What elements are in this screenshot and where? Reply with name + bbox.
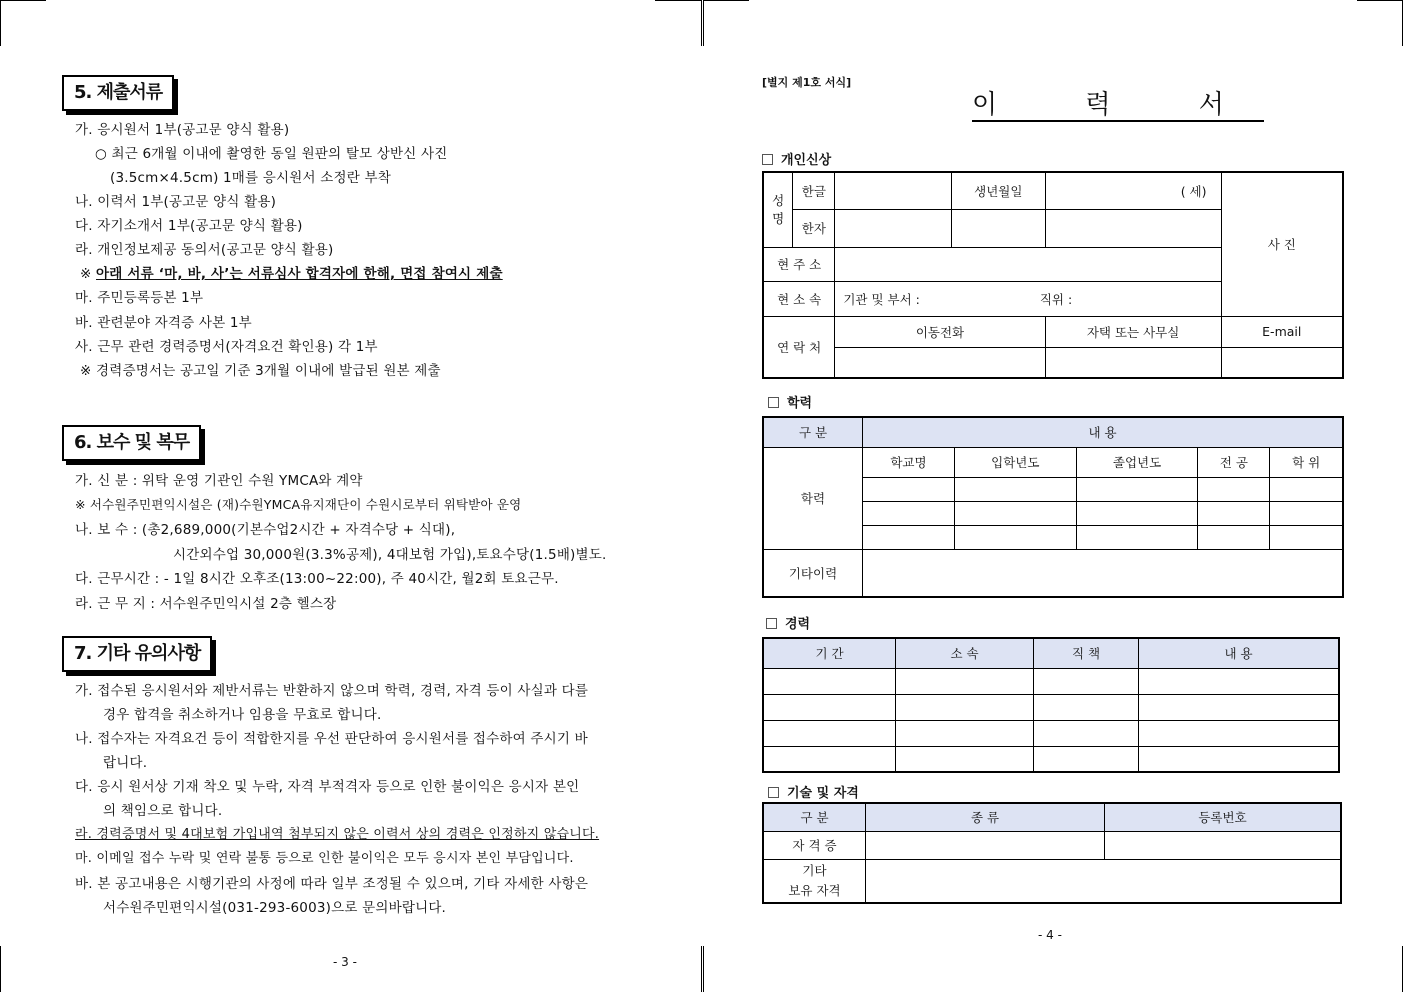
- text-line: 랍니다.: [103, 755, 148, 771]
- page-number: - 3 -: [333, 955, 357, 969]
- crop-mark: [703, 0, 704, 46]
- text-line: 서수원주민편익시설(031-293-6003)으로 문의바랍니다.: [103, 900, 447, 916]
- note-prefix: ※: [80, 266, 92, 282]
- edu-cell[interactable]: [1198, 501, 1270, 525]
- crop-mark: [1357, 0, 1403, 1]
- other-history-label: 기타이력: [763, 549, 863, 597]
- text-line: ※ 서수원주민편익시설은 (재)수원YMCA유지재단이 수원시로부터 위탁받아 운영: [75, 497, 522, 512]
- text-line: 가. 접수된 응시원서와 제반서류는 반환하지 않으며 학력, 경력, 자격 등이 사실과 다를: [75, 683, 589, 699]
- home-field[interactable]: [1045, 347, 1221, 378]
- edu-subcol: 입학년도: [954, 447, 1076, 477]
- edu-cell[interactable]: [1270, 525, 1343, 549]
- career-cell[interactable]: [896, 720, 1034, 746]
- name-label-cell: 성명: [763, 172, 793, 247]
- career-cell[interactable]: [896, 668, 1034, 694]
- blank-cell[interactable]: [951, 209, 1045, 247]
- checkbox-icon: [768, 787, 779, 798]
- career-cell[interactable]: [763, 668, 896, 694]
- address-label: 현 주 소: [763, 247, 835, 281]
- skills-col: 등록번호: [1105, 803, 1342, 831]
- birth-field[interactable]: ( 세): [1045, 172, 1221, 209]
- email-field[interactable]: [1221, 347, 1343, 378]
- text-line: 의 책임으로 합니다.: [103, 803, 223, 819]
- affiliation-label: 현 소 속: [763, 281, 835, 316]
- edu-subcol: 전 공: [1198, 447, 1270, 477]
- crop-mark: [703, 0, 749, 1]
- career-cell[interactable]: [896, 694, 1034, 720]
- section-personal: 개인신상: [762, 149, 831, 168]
- career-table: [762, 637, 1340, 773]
- license-label: 자 격 증: [763, 831, 866, 859]
- text-line: 다. 응시 원서상 기재 착오 및 누락, 자격 부적격자 등으로 인한 불이익은 응시자 본인: [75, 779, 580, 795]
- career-cell[interactable]: [1034, 720, 1139, 746]
- text-line: 마. 주민등록등본 1부: [75, 290, 204, 306]
- text-line: 나. 이력서 1부(공고문 양식 활용): [75, 194, 277, 210]
- edu-cell[interactable]: [863, 477, 955, 501]
- text-line: ※ 경력증명서는 공고일 기준 3개월 이내에 발급된 원본 제출: [80, 363, 441, 379]
- photo-cell: 사 진: [1221, 172, 1343, 316]
- edu-cell[interactable]: [954, 501, 1076, 525]
- license-type-field[interactable]: [866, 831, 1105, 859]
- edu-cell[interactable]: [1270, 501, 1343, 525]
- affiliation-field[interactable]: 기관 및 부서 : 직위 :: [835, 281, 1221, 316]
- career-col: 직 책: [1034, 638, 1139, 668]
- career-cell[interactable]: [1139, 746, 1340, 772]
- note-bold: 아래 서류 ‘마, 바, 사’는 서류심사 합격자에 한해, 면접 참여시 제출: [96, 266, 503, 282]
- crop-mark: [0, 0, 1, 46]
- career-col: 기 간: [763, 638, 896, 668]
- text-line-underlined: 라. 경력증명서 및 4대보험 가입내역 첨부되지 않은 이력서 상의 경력은 인정하지 않습니다.: [75, 827, 600, 842]
- text-line: 가. 신 분 : 위탁 운영 기관인 수원 YMCA와 계약: [75, 473, 363, 489]
- section-skills: 기술 및 자격: [768, 782, 859, 801]
- hanja-label: 한자: [793, 209, 835, 247]
- section-5-title: 5. 제출서류: [62, 75, 174, 111]
- career-cell[interactable]: [1139, 720, 1340, 746]
- edu-subcol: 학교명: [863, 447, 955, 477]
- edu-subcol: 학 위: [1270, 447, 1343, 477]
- edu-cell[interactable]: [954, 525, 1076, 549]
- contact-label: 연 락 처: [763, 316, 835, 378]
- other-qual-label: 기타 보유 자격: [763, 859, 866, 903]
- birth-label: 생년월일: [951, 172, 1045, 209]
- text-line: 사. 근무 관련 경력증명서(자격요건 확인용) 각 1부: [75, 339, 378, 355]
- checkbox-icon: [762, 154, 773, 165]
- checkbox-icon: [766, 618, 777, 629]
- career-cell[interactable]: [1034, 694, 1139, 720]
- hangul-name-field[interactable]: [835, 172, 952, 209]
- career-cell[interactable]: [1034, 746, 1139, 772]
- hanja-name-field[interactable]: [835, 209, 952, 247]
- career-cell[interactable]: [896, 746, 1034, 772]
- mobile-field[interactable]: [835, 347, 1045, 378]
- home-label: 자택 또는 사무실: [1045, 316, 1221, 347]
- edu-cell[interactable]: [1198, 477, 1270, 501]
- skills-col: 종 류: [866, 803, 1105, 831]
- crop-mark: [703, 946, 704, 992]
- edu-cell[interactable]: [863, 525, 955, 549]
- blank-cell[interactable]: [1045, 209, 1221, 247]
- note-line: [80, 266, 503, 282]
- career-col: 내 용: [1139, 638, 1340, 668]
- education-table: [762, 416, 1344, 598]
- text-line: 나. 보 수 : (총2,689,000(기본수업2시간 + 자격수당 + 식대),: [75, 522, 456, 538]
- section-education: 학력: [768, 392, 812, 411]
- text-line: 다. 자기소개서 1부(공고문 양식 활용): [75, 218, 303, 234]
- edu-col-category: 구 분: [763, 417, 863, 447]
- personal-table: [762, 171, 1344, 379]
- career-cell[interactable]: [763, 694, 896, 720]
- section-career: 경력: [766, 613, 810, 632]
- crop-mark: [0, 946, 1, 992]
- edu-cell[interactable]: [954, 477, 1076, 501]
- edu-row-label: 학력: [763, 447, 863, 549]
- mobile-label: 이동전화: [835, 316, 1045, 347]
- text-line: 시간외수업 30,000원(3.3%공제), 4대보험 가입),토요수당(1.5배)별도.: [173, 547, 607, 563]
- skills-col: 구 분: [763, 803, 866, 831]
- text-line: 나. 접수자는 자격요건 등이 적합한지를 우선 판단하여 응시원서를 접수하여 주시기 바: [75, 731, 588, 747]
- text-line: 마. 이메일 접수 누락 및 연락 불통 등으로 인한 불이익은 모두 응시자 본인 부담입니다.: [75, 851, 574, 866]
- text-line: (3.5cm×4.5cm) 1매를 응시원서 소정란 부착: [110, 170, 391, 186]
- text-line: 라. 개인정보제공 동의서(공고문 양식 활용): [75, 242, 334, 258]
- edu-cell[interactable]: [1076, 477, 1198, 501]
- career-cell[interactable]: [1139, 668, 1340, 694]
- text-line: 가. 응시원서 1부(공고문 양식 활용): [75, 122, 290, 138]
- edu-subcol: 졸업년도: [1076, 447, 1198, 477]
- right-page: [702, 0, 1403, 992]
- text-line: 다. 근무시간 : - 1일 8시간 오후조(13:00~22:00), 주 40시간, 월2회 토요근무.: [75, 571, 559, 587]
- section-7-title: 7. 기타 유의사항: [62, 636, 212, 672]
- other-history-field[interactable]: [863, 549, 1344, 597]
- skills-table: [762, 802, 1342, 904]
- career-cell[interactable]: [1139, 694, 1340, 720]
- other-qual-field[interactable]: [866, 859, 1342, 903]
- section-6-title: 6. 보수 및 복무: [62, 425, 201, 461]
- career-cell[interactable]: [1034, 668, 1139, 694]
- checkbox-icon: [768, 397, 779, 408]
- text-line: 바. 관련분야 자격증 사본 1부: [75, 315, 252, 331]
- form-label: [별지 제1호 서식]: [762, 76, 852, 89]
- text-line: ○ 최근 6개월 이내에 촬영한 동일 원판의 탈모 상반신 사진: [95, 146, 448, 162]
- resume-title: 이 력 서: [972, 90, 1264, 120]
- license-number-field[interactable]: [1105, 831, 1342, 859]
- edu-cell[interactable]: [1198, 525, 1270, 549]
- career-cell[interactable]: [763, 720, 896, 746]
- edu-cell[interactable]: [1270, 477, 1343, 501]
- edu-cell[interactable]: [1076, 501, 1198, 525]
- hangul-label: 한글: [793, 172, 835, 209]
- text-line: 경우 합격을 취소하거나 임용을 무효로 합니다.: [103, 707, 382, 723]
- crop-mark: [655, 0, 701, 1]
- edu-cell[interactable]: [863, 501, 955, 525]
- text-line: 바. 본 공고내용은 시행기관의 사정에 따라 일부 조정될 수 있으며, 기타 자세한 사항은: [75, 876, 589, 892]
- text-line: 라. 근 무 지 : 서수원주민익시설 2층 헬스장: [75, 596, 337, 612]
- career-cell[interactable]: [763, 746, 896, 772]
- email-label: E-mail: [1221, 316, 1343, 347]
- page-number: - 4 -: [1038, 928, 1062, 942]
- address-field[interactable]: [835, 247, 1221, 281]
- crop-mark: [0, 0, 46, 1]
- career-col: 소 속: [896, 638, 1034, 668]
- edu-col-content: 내 용: [863, 417, 1344, 447]
- edu-cell[interactable]: [1076, 525, 1198, 549]
